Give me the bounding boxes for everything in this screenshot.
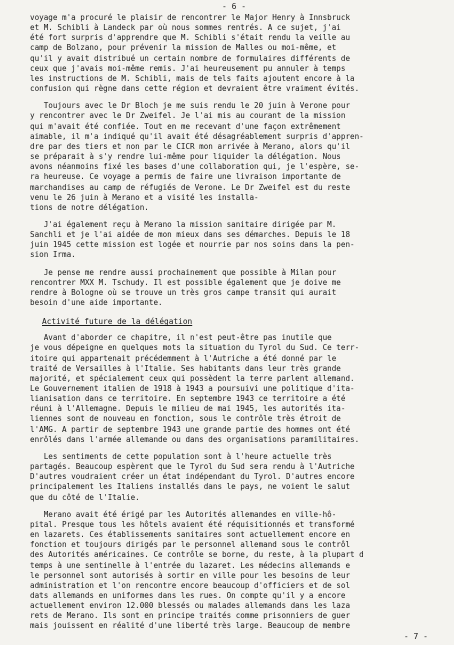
text-line: des Autorités américaines. Ce contrôle se borne, du reste, à la plupart d (30, 550, 364, 560)
text-line: majorité, et spécialement ceux qui possèdent la terre parlent allemand. (30, 373, 355, 383)
text-line: ceux que j'avais moi-même remis. J'ai heureusement pu annuler à temps (30, 63, 346, 73)
text-line: Sanchli et je l'ai aidée de mon mieux dans ses démarches. Depuis le 18 (30, 230, 351, 240)
text-line: qu'il y avait distribué un certain nombre de formulaires différents de (30, 53, 351, 63)
text-line: que du côté de l'Italie. (30, 492, 140, 502)
text-line: et M. Schibli à Landeck par où nous sommes rentrés. A ce sujet, j'ai (30, 23, 341, 33)
paragraph (30, 510, 438, 632)
paragraph (30, 13, 438, 94)
text-line: Je pense me rendre aussi prochainement que possible à Milan pour (30, 267, 337, 277)
page-number-bottom: - 7 - (403, 632, 428, 641)
text-line: partagés. Beaucoup espèrent que le Tyrol du Sud sera rendu à l'Autriche (30, 462, 355, 472)
text-line: venu le 26 juin à Merano et a visité les installa- (30, 192, 259, 202)
text-line: dre par des tiers et non par le CICR mon arrivée à Merano, alors qu'il (30, 141, 351, 151)
text-line: Les sentiments de cette population sont à l'heure actuelle très (30, 451, 332, 461)
paragraph (30, 268, 438, 309)
text-line: se préparait à s'y rendre lui-même pour liquider la délégation. Nous (30, 152, 341, 162)
section-title: Activité future de la délégation (42, 317, 193, 327)
text-line: y rencontrer avec le Dr Zweifel. Je l'ai mis au courant de la mission (30, 111, 346, 121)
text-line: rendre à Bologne où se trouve un très gros campe transit qui aurait (30, 287, 337, 297)
paragraph (30, 333, 438, 445)
section-paragraphs (30, 333, 438, 631)
intro-paragraphs (30, 13, 438, 308)
text-line: Merano avait été érigé par les Autorités allemandes en ville-hô- (30, 509, 337, 519)
text-line: mais jouissent en réalité d'une liberté très large. Beaucoup de membre (30, 621, 351, 631)
text-line: pital. Presque tous les hôtels avaient été réquisitionnés et transformé (30, 519, 355, 529)
text-line: les instructions de M. Schibli, mais de tels faits ajoutent encore à la (30, 73, 355, 83)
text-line: lianisation dans ce territoire. En septembre 1943 ce territoire a été (30, 394, 346, 404)
text-line: traité de Versailles à l'Italie. Ses habitants dans leur très grande (30, 363, 341, 373)
text-line: besoin d'une aide importante. (30, 298, 163, 308)
text-line: confusion qui règne dans cette région et devraient être vraiment évités. (30, 84, 360, 94)
text-line: J'ai également reçu à Merano la mission sanitaire dirigée par M. (30, 219, 337, 229)
text-line: itoire qui appartenait précédemment à l'Autriche a été donné par le (30, 353, 337, 363)
text-line: été fort surpris d'apprendre que M. Schibli s'était rendu la veille au (30, 33, 351, 43)
text-line: liennes sont de nouveau en fonction, sous le contrôle très étroit de (30, 414, 341, 424)
text-line: rets de Merano. Ils sont en principe traités comme prisonniers de guer (30, 611, 351, 621)
text-line: administration et l'on rencontre encore beaucoup d'officiers et de sol (30, 580, 351, 590)
text-line: dats allemands en uniformes dans les rues. On compte qu'il y a encore (30, 590, 346, 600)
text-line: Le Gouvernement italien de 1918 à 1943 a poursuivi une politique d'ita- (30, 384, 355, 393)
text-line: actuellement environ 12.000 blessés ou malades allemands dans les laza (30, 601, 351, 611)
text-line: temps à une sentinelle à l'entrée du lazaret. Les médecins allemands e (30, 560, 351, 570)
text-line: Avant d'aborder ce chapitre, il n'est peut-être pas inutile que (30, 333, 332, 343)
text-line: D'autres voudraient créer un état indépendant du Tyrol. D'autres encore (30, 472, 355, 482)
text-line: enrôlés dans l'armée allemande ou dans des organisations paramilitaires. (30, 434, 360, 444)
text-line: réuni à l'Allemagne. Depuis le milieu de mai 1945, les autorités ita- (30, 404, 346, 414)
text-line: camp de Bolzano, pour prévenir la mission de Malles ou moi-même, et (30, 43, 337, 53)
text-line: avons néanmoins fixé les bases d'une collaboration qui, je l'espère, se- (30, 162, 360, 172)
text-line: aimable, il m'a indiqué qu'il avait été désagréablement surpris d'appren- (30, 131, 364, 141)
page-number-top: - 6 - (221, 2, 247, 11)
text-line: principalement les Italiens installés dans le pays, ne voient le salut (30, 482, 351, 492)
text-line: tions de notre délégation. (30, 202, 149, 212)
text-line: en lazarets. Ces établissements sanitaires sont actuellement encore en (30, 530, 351, 540)
text-line: ra heureuse. Ce voyage a permis de faire une livraison importante de (30, 172, 341, 182)
text-line: fonction et toujours dirigés par le personnel allemand sous le contrôl (30, 540, 351, 550)
text-line: voyage m'a procuré le plaisir de rencontrer le Major Henry à Innsbruck (30, 13, 351, 22)
text-line: rencontrer MXX M. Tschudy. Il est possible également que je doive me (30, 277, 341, 287)
text-line: sion Irma. (30, 250, 76, 260)
text-line: Toujours avec le Dr Bloch je me suis rendu le 20 juin à Verone pour (30, 101, 351, 111)
text-line: le personnel sont autorisés à sortir en ville pour les besoins de leur (30, 570, 351, 580)
text-line: je vous dépeigne en quelques mots la situation du Tyrol du Sud. Ce terr- (30, 343, 360, 353)
text-line: l'AMG. A partir de septembre 1943 une grande partie des hommes ont été (30, 424, 351, 434)
text-line: marchandises au camp de réfugiés de Verone. Le Dr Zweifel est du reste (30, 182, 351, 192)
text-line: qui m'avait été confiée. Tout en me recevant d'une façon extrêmement (30, 121, 341, 131)
text-line: juin 1945 cette mission est logée et nourrie par nos soins dans la pen- (30, 240, 355, 250)
paragraph (30, 101, 438, 213)
paragraph (30, 220, 438, 261)
paragraph (30, 452, 438, 503)
